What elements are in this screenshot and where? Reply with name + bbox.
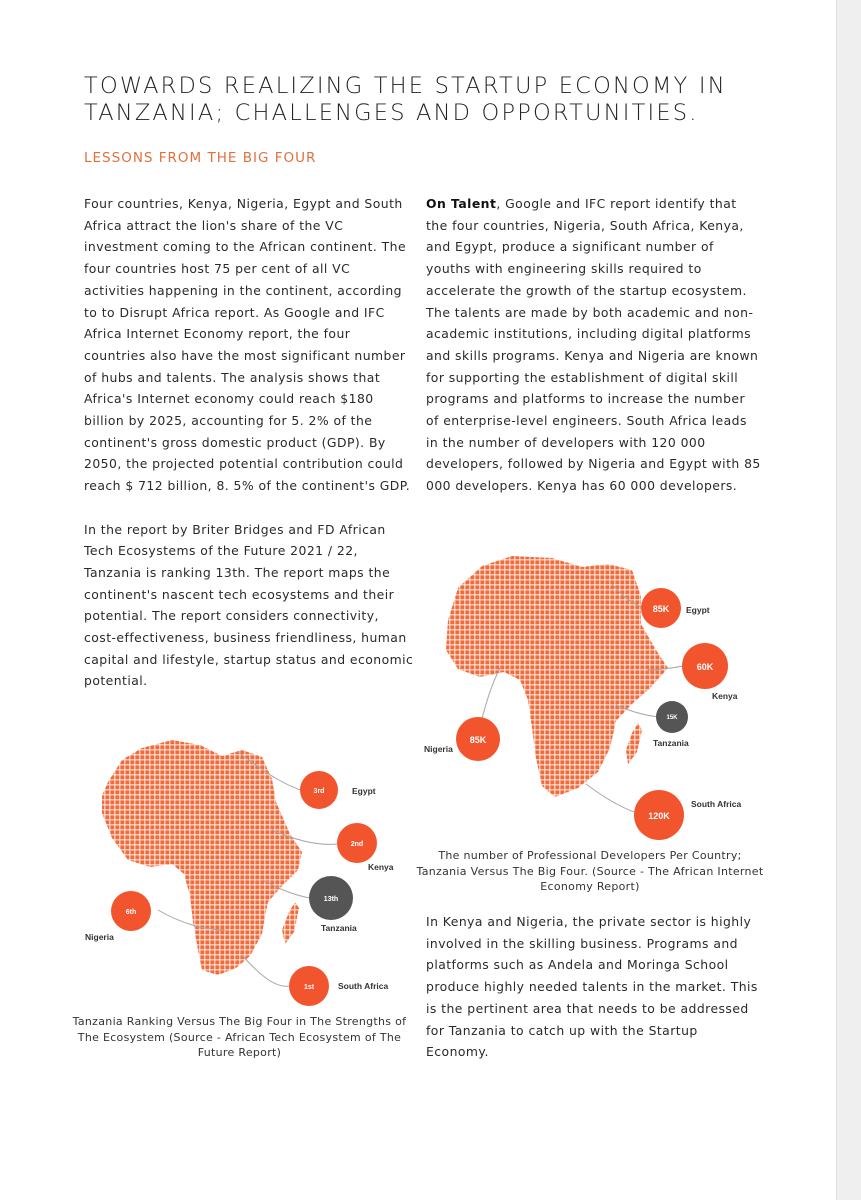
dev-bubble-egypt-value: 85K — [652, 604, 670, 614]
right-paragraph-2: In Kenya and Nigeria, the private sector is highly involved in the skilling business. Programs and platforms such as Andela and Moringa School produce highly needed talents in the market. This is the pertinent area that needs to be addressed for Tanzania to catch up with the Startup Economy. — [426, 914, 758, 1060]
right-paragraph-1-text: , Google and IFC report identify that the four countries, Nigeria, South Africa, Kenya, and Egypt, produce a significant number of youths with engineering skills required to accelerate the growth of the startup ecosystem. The talents are made by both academic and non-academic institutions, including digital platforms and skills programs. Kenya and Nigeria are known for supporting the establishment of digital skill programs and platforms to increase the number of enterprise-level engineers. South Africa leads in the number of developers with 120 000 developers, followed by Nigeria and Egypt with 85 000 developers. Kenya has 60 000 developers. — [426, 196, 761, 494]
dev-bubble-south-africa-value: 120K — [648, 811, 670, 821]
label-egypt: Egypt — [352, 786, 376, 796]
bubble-south-africa-value: 1st — [303, 984, 315, 991]
left-paragraph-1: Four countries, Kenya, Nigeria, Egypt and South Africa attract the lion's share of the VC investment coming to the African continent. The four countries host 75 per cent of all VC activities happening in the continent, according to to Disrupt Africa report. As Google and IFC Africa Internet Economy report, the four countries also have the most significant number of hubs and talents. The analysis shows that Africa's Internet economy could reach $180 billion by 2025, accounting for 5. 2% of the continent's gross domestic product (GDP). By 2050, the projected potential contribution could reach $ 712 billion, 8. 5% of the continent's GDP. — [84, 196, 411, 494]
bubble-nigeria-value: 6th — [125, 909, 137, 916]
label-tanzania: Tanzania — [321, 923, 357, 933]
dev-bubble-kenya-value: 60K — [696, 662, 714, 672]
developers-figure-caption: The number of Professional Developers Per Country; Tanzania Versus The Big Four. (Source - The African Internet Economy Report) — [416, 849, 764, 893]
left-paragraph-2: In the report by Briter Bridges and FD African Tech Ecosystems of the Future 2021 / 22, Tanzania is ranking 13th. The report maps the continent's nascent tech ecosystems and their potential. The report considers connectivity, cost-effectiveness, business friendliness, human capital and lifestyle, startup status and economic potential. — [84, 521, 414, 689]
bubble-kenya-value: 2nd — [350, 841, 364, 848]
label-nigeria: Nigeria — [85, 932, 114, 942]
bubble-egypt-value: 3rd — [313, 788, 325, 795]
dev-label-south-africa: South Africa — [691, 799, 742, 809]
dev-label-tanzania: Tanzania — [653, 738, 689, 748]
on-talent-lead: On Talent — [426, 196, 497, 211]
africa-map-ranking — [102, 740, 302, 975]
dev-label-nigeria: Nigeria — [424, 744, 453, 754]
bubble-tanzania-value: 13th — [323, 896, 339, 903]
title-line-2: TANZANIA; CHALLENGES AND OPPORTUNITIES. — [84, 100, 699, 126]
title-line-1: TOWARDS REALIZING THE STARTUP ECONOMY IN — [84, 73, 727, 99]
dev-bubble-nigeria-value: 85K — [469, 735, 487, 745]
label-south-africa: South Africa — [338, 981, 389, 991]
dev-label-egypt: Egypt — [686, 605, 710, 615]
dev-label-kenya: Kenya — [712, 691, 738, 701]
label-kenya: Kenya — [368, 862, 394, 872]
section-subtitle: LESSONS FROM THE BIG FOUR — [84, 150, 317, 166]
ranking-figure-caption: Tanzania Ranking Versus The Big Four in The Strengths of The Ecosystem (Source - African Tech Ecosystem of The Future Report) — [72, 1015, 407, 1059]
dev-bubble-tanzania-value: 15K — [666, 715, 678, 721]
